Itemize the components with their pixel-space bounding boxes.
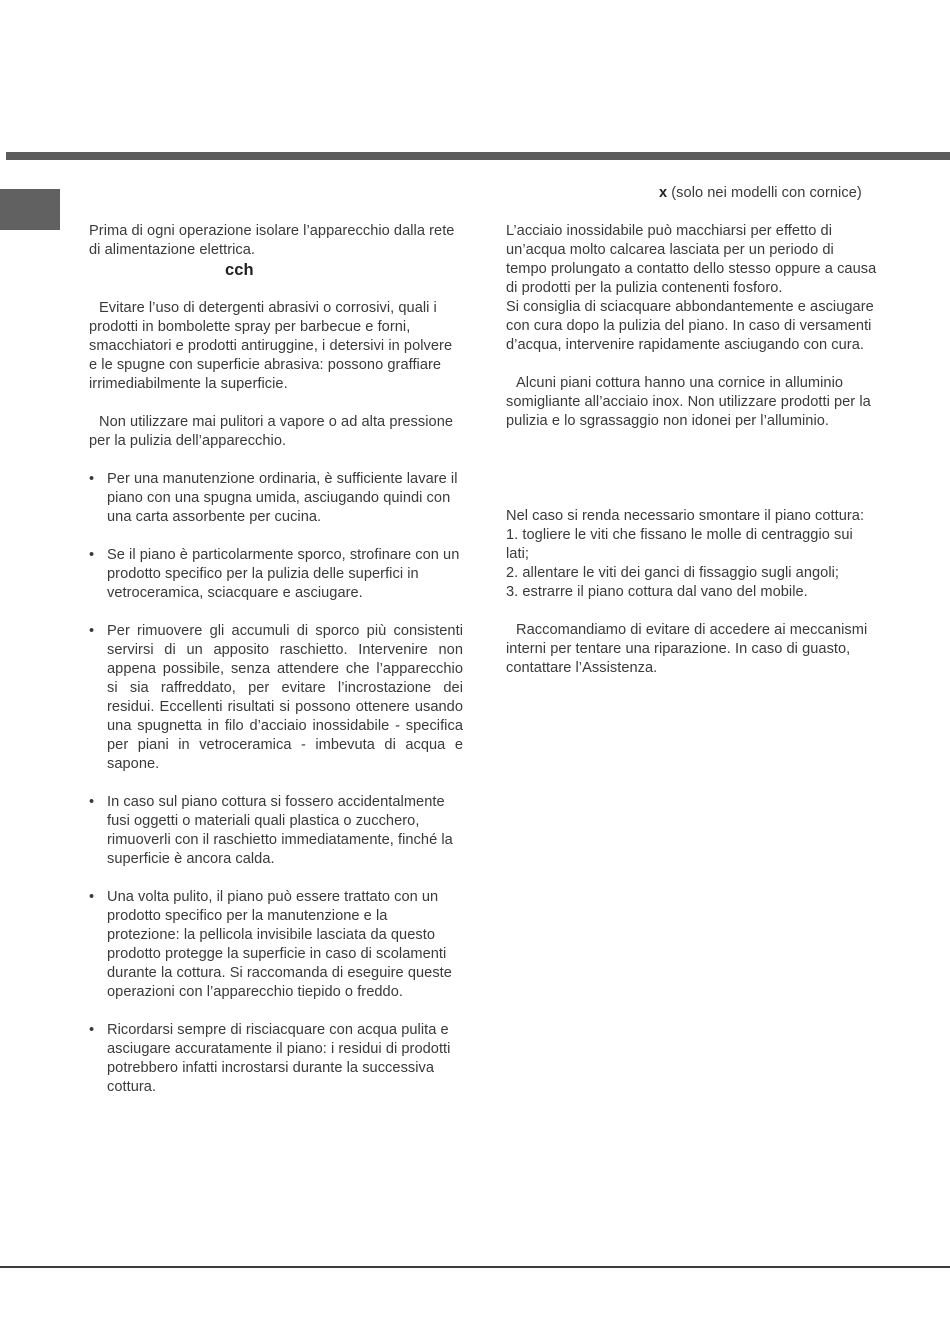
left-column [89,222,463,1097]
heading-note: (solo nei modelli con cornice) [667,185,862,201]
bullet-icon: • [89,889,95,905]
aluminium-frame-text: Alcuni piani cottura hanno una cornice in alluminio somigliante all’acciaio inox. Non utilizzare prodotti per la pulizia e lo sgrassaggio non idonei per l’alluminio. [506,375,871,429]
section-tab [0,189,60,230]
list-item-text: Per rimuovere gli accumuli di sporco più consistenti servirsi di un apposito raschietto. Intervenire non appena possibile, senza attendere che l’apparecchio si sia raffreddato, per evitare l’incrostazione dei residui. Eccellenti risultati si possono ottenere usando una spugnetta in filo d’acciaio inossidabile - specifica per piani in vetroceramica - imbevuta di acqua e sapone. [107,623,463,772]
list-item-text: Per una manutenzione ordinaria, è sufficiente lavare il piano con una spugna umida, asciugando quindi con una carta assorbente per cucina. [107,471,458,525]
bullet-icon: • [89,1022,95,1038]
repair-warning: Raccomandiamo di evitare di accedere ai meccanismi interni per tentare una riparazione. In caso di guasto, contattare l’Assistenza. [506,622,868,676]
right-column [506,184,878,678]
footer-rule [0,1266,950,1268]
list-item [89,470,463,527]
intro-text: Prima di ogni operazione isolare l’apparecchio dalla rete di alimentazione elettrica. [89,223,455,258]
list-item [89,888,463,1002]
list-item [89,622,463,774]
list-item-text: Ricordarsi sempre di risciacquare con acqua pulita e asciugare accuratamente il piano: i residui di prodotti potrebbero infatti incrostarsi durante la successiva cottura. [107,1022,451,1095]
stainless-heading [506,184,878,203]
list-item-text: In caso sul piano cottura si fossero accidentalmente fusi oggetti o materiali quali plastica o zucchero, rimuoverli con il raschietto immediatamente, finché la superficie è ancora calda. [107,794,453,867]
bullet-icon: • [89,794,95,810]
list-item-text: Una volta pulito, il piano può essere trattato con un prodotto specifico per la manutenzione e la protezione: la pellicola invisibile lasciata da questo prodotto protegge la superficie in caso di scolamenti durante la cottura. Si raccomanda di eseguire queste operazioni con l’apparecchio tiepido o freddo. [107,889,452,1000]
cleaning-tips-list [89,470,463,1097]
header-rule [6,152,950,160]
disassembly-step: 1. togliere le viti che fissano le molle di centraggio sui lati; [506,527,853,562]
heading-bold-part: x [659,185,668,201]
bullet-icon: • [89,547,95,563]
disassembly-step: 3. estrarre il piano cottura dal vano del mobile. [506,584,808,600]
list-item [89,546,463,603]
spacer [506,431,878,450]
bullet-icon: • [89,471,95,487]
bullet-icon: • [89,623,95,639]
list-item [89,793,463,869]
stainless-stain-text: L’acciaio inossidabile può macchiarsi per effetto di un’acqua molto calcarea lasciata per un periodo di tempo prolungato a contatto dello stesso oppure a causa di prodotti per la pulizia contenenti fosforo. [506,223,877,296]
spacer [506,469,878,488]
abrasives-warning: Evitare l’uso di detergenti abrasivi o corrosivi, quali i prodotti in bombolette spray per barbecue e forni, smacchiatori e prodotti antiruggine, i detersivi in polvere e le spugne con superficie abrasiva: possono graffiare irrimediabilmente la superficie. [89,300,453,392]
stainless-care-text: Si consiglia di sciacquare abbondantemente e asciugare con cura dopo la pulizia del piano. In caso di versamenti d’acqua, intervenire rapidamente asciugando con cura. [506,299,874,353]
disassembly-intro: Nel caso si renda necessario smontare il piano cottura: [506,508,865,524]
section-subheading: cch [225,261,254,279]
list-item [89,1021,463,1097]
list-item-text: Se il piano è particolarmente sporco, strofinare con un prodotto specifico per la pulizia delle superfici in vetroceramica, sciacquare e asciugare. [107,547,460,601]
disassembly-step: 2. allentare le viti dei ganci di fissaggio sugli angoli; [506,565,840,581]
spacer [506,450,878,469]
steam-warning: Non utilizzare mai pulitori a vapore o ad alta pressione per la pulizia dell’apparecchio. [89,414,454,449]
